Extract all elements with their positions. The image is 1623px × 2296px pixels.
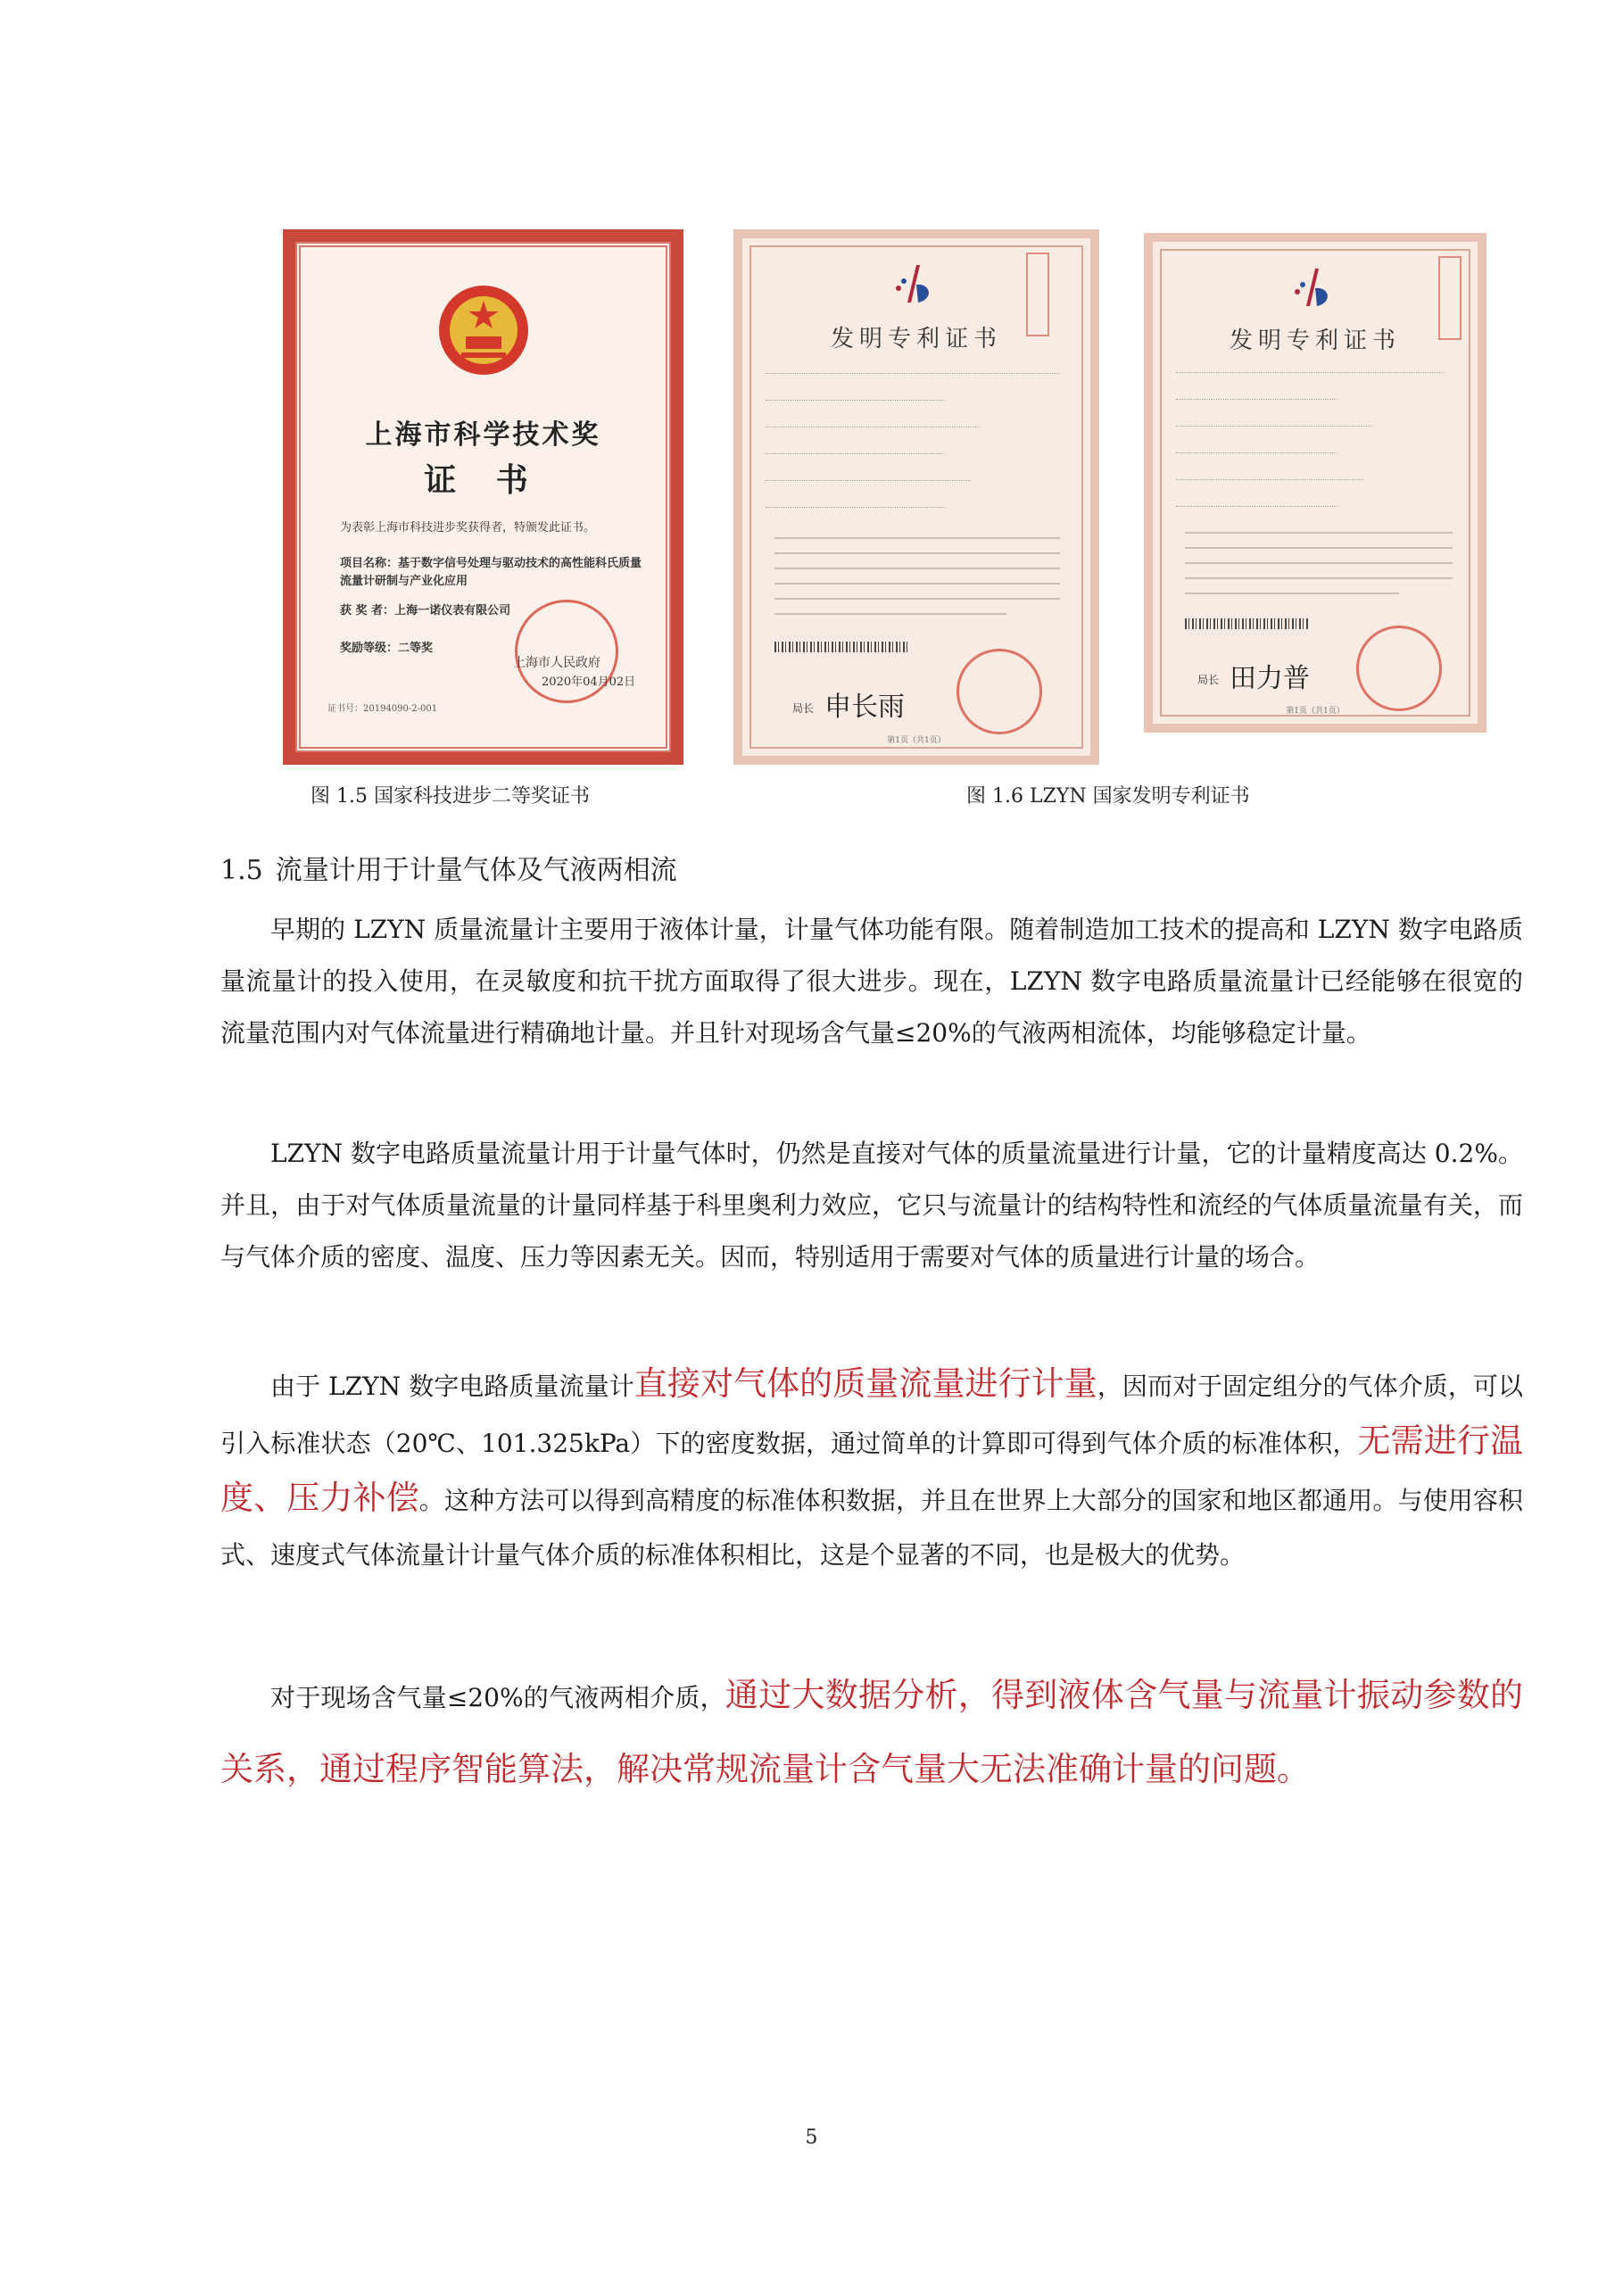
- paragraph-1: 早期的 LZYN 质量流量计主要用于液体计量，计量气体功能有限。随着制造加工技术的提高和 LZYN 数字电路质量流量计的投入使用，在灵敏度和抗干扰方面取得了很大进步。现在，LZYN 数字电路质量流量计已经能够在很宽的流量范围内对气体流量进行精确地计量。并且针对现场含气量≤20%的气液两相流体，均能够稳定计量。: [220, 915, 1523, 1048]
- award-subtitle: 证 书: [424, 461, 542, 499]
- patent-2-title: 发明专利证书: [1229, 327, 1401, 354]
- figure-caption-1-5: 图 1.5 国家科技进步二等奖证书: [311, 785, 590, 808]
- section-heading: [220, 848, 677, 887]
- barcode: [774, 642, 908, 652]
- award-project: 项目名称：基于数字信号处理与驱动技术的高性能科氏质量流量计研制与产业化应用: [340, 557, 642, 588]
- award-intro: 为表彰上海市科技进步奖获得者，特颁发此证书。: [340, 521, 596, 535]
- national-emblem-icon: [435, 281, 533, 379]
- figure-caption-1-6: 图 1.6 LZYN 国家发明专利证书: [966, 785, 1250, 808]
- patent-office-logo-icon: [890, 258, 943, 311]
- section-title: 流量计用于计量气体及气液两相流: [275, 855, 677, 886]
- paragraph-3: 由于 LZYN 数字电路质量流量计直接对气体的质量流量进行计量，因而对于固定组分的气体介质，可以引入标准状态（20℃、101.325kPa）下的密度数据，通过简单的计算即可得到气体介质的标准体积，无需进行温度、压力补偿。这种方法可以得到高精度的标准体积数据，并且在世界上大部分的国家和地区都通用。与使用容积式、速度式气体流量计计量气体介质的标准体积相比，这是个显著的不同，也是极大的优势。: [220, 1364, 1523, 1570]
- official-seal-icon: [1356, 626, 1442, 711]
- page-number: 5: [805, 2126, 818, 2149]
- award-title: 上海市科学技术奖: [365, 419, 601, 451]
- award-certificate-image: [283, 229, 683, 765]
- patent-certificate-1-image: 发明专利证书 局长 申长雨 第1页（共1页）: [733, 229, 1099, 765]
- patent-1-signature: 申长雨: [824, 692, 905, 723]
- patent-2-signature: 田力普: [1230, 663, 1310, 694]
- patent-certificate-2-image: 发明专利证书 局长 田力普 第1页（共1页）: [1144, 233, 1486, 733]
- barcode: [1185, 618, 1310, 629]
- section-number: 1.5: [220, 855, 263, 886]
- patent-1-title: 发明专利证书: [830, 326, 1002, 352]
- paragraph-2: LZYN 数字电路质量流量计用于计量气体时，仍然是直接对气体的质量流量进行计量，它的计量精度高达 0.2%。并且，由于对气体质量流量的计量同样基于科里奥利力效应，它只与流量计的结构特性和流经的气体质量流量有关，而与气体介质的密度、温度、压力等因素无关。因而，特别适用于需要对气体的质量进行计量的场合。: [220, 1139, 1523, 1272]
- highlight-big-data: 通过大数据分析，得到液体含气量与流量计振动参数的关系，通过程序智能算法，解决常规流量计含气量大无法准确计量的问题。: [220, 1676, 1523, 1788]
- official-seal-icon: [956, 649, 1042, 734]
- highlight-no-compensation: 无需进行温度、压力补偿: [220, 1422, 1523, 1517]
- award-issuer: 上海市人民政府: [513, 656, 600, 670]
- award-cert-number: 证书号：20194090-2-001: [327, 704, 438, 714]
- patent-office-logo-icon: [1288, 261, 1342, 315]
- award-level: 奖励等级：二等奖: [340, 642, 434, 655]
- award-date: 2020年04月02日: [542, 676, 636, 689]
- paragraph-4: 对于现场含气量≤20%的气液两相介质，通过大数据分析，得到液体含气量与流量计振动参数的关系，通过程序智能算法，解决常规流量计含气量大无法准确计量的问题。: [220, 1676, 1523, 1788]
- highlight-direct-measurement: 直接对气体的质量流量进行计量: [633, 1364, 1097, 1403]
- award-winner: 获 奖 者：上海一诺仪表有限公司: [340, 604, 511, 618]
